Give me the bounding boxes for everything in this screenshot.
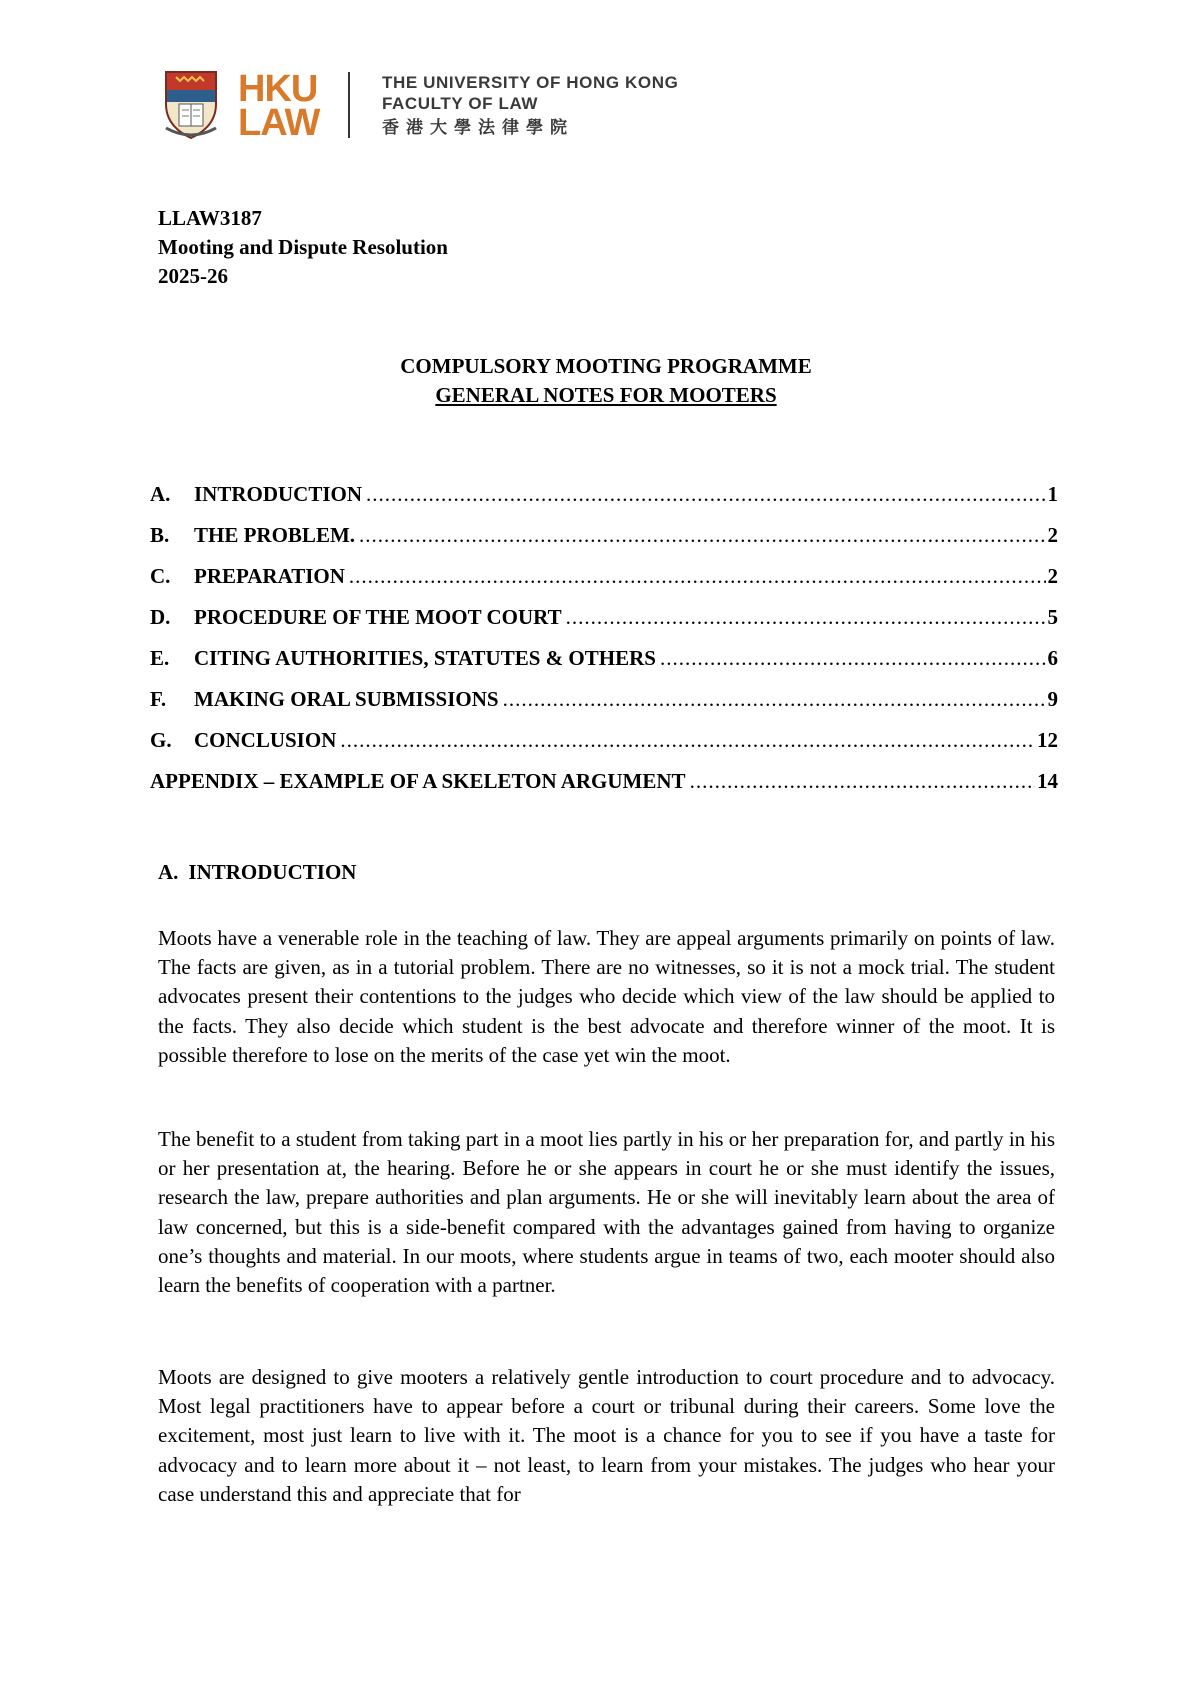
- university-lockup: [382, 72, 678, 140]
- university-crest-icon: [162, 70, 220, 140]
- toc-entry[interactable]: [150, 769, 1058, 810]
- toc-letter: A.: [150, 482, 171, 506]
- wordmark-line-2: LAW: [238, 102, 320, 144]
- toc-page-number: 9: [1047, 687, 1058, 711]
- toc-leader: [503, 687, 1046, 712]
- toc-label: THE PROBLEM.: [194, 523, 356, 547]
- toc-entry[interactable]: [150, 482, 1058, 523]
- document-subtitle: GENERAL NOTES FOR MOOTERS: [435, 383, 777, 407]
- toc-page-number: 12: [1037, 728, 1058, 752]
- toc-letter: E.: [150, 646, 170, 670]
- toc-leader: [566, 605, 1046, 630]
- toc-leader: [340, 728, 1035, 753]
- body-paragraph: The benefit to a student from taking part in a moot lies partly in his or her preparation for, and partly in his or her presentation at, the hearing. Before he or she appears in court he or she must identify the issues, research the law, prepare authorities and plan arguments. He or she will inevitably learn about the area of law concerned, but this is a side-benefit compared with the advantages gained from having to organize one’s thoughts and material. In our moots, where students argue in teams of two, each mooter should also learn the benefits of cooperation with a partner.: [158, 1127, 1055, 1298]
- course-title: Mooting and Dispute Resolution: [158, 235, 448, 259]
- toc-entry[interactable]: [150, 728, 1058, 769]
- toc-leader: [660, 646, 1046, 671]
- chinese-faculty-name: 香港大學法律學院: [382, 118, 574, 137]
- toc-label: CONCLUSION: [194, 728, 337, 752]
- toc-leader: [690, 769, 1035, 794]
- section-letter: A.: [158, 860, 179, 884]
- toc-letter: G.: [150, 728, 172, 752]
- toc-entry[interactable]: [150, 687, 1058, 728]
- toc-label: CITING AUTHORITIES, STATUTES & OTHERS: [194, 646, 656, 670]
- hku-law-wordmark: [238, 68, 320, 144]
- toc-label: APPENDIX – EXAMPLE OF A SKELETON ARGUMENT: [150, 769, 686, 793]
- body-paragraph: Moots have a venerable role in the teaching of law. They are appeal arguments primarily on points of law. The facts are given, as in a tutorial problem. There are no witnesses, so it is not a mock trial. The student advocates present their contentions to the judges who decide which view of the law should be applied to the facts. They also decide which student is the best advocate and therefore winner of the moot. It is possible therefore to lose on the merits of the case yet win the moot.: [158, 926, 1055, 1067]
- toc-leader: [349, 564, 1046, 589]
- section-title: INTRODUCTION: [188, 860, 357, 884]
- toc-page-number: 2: [1047, 564, 1058, 588]
- toc-page-number: 2: [1047, 523, 1058, 547]
- body-paragraph: Moots are designed to give mooters a relatively gentle introduction to court procedure and to advocacy. Most legal practitioners have to appear before a court or tribunal during their careers. Some love the excitement, most just learn to live with it. The moot is a chance for you to see if you have a taste for advocacy and to learn more about it – not least, to learn from your mistakes. The judges who hear your case understand this and appreciate that for: [158, 1365, 1055, 1506]
- toc-label: PROCEDURE OF THE MOOT COURT: [194, 605, 562, 629]
- toc-page-number: 6: [1047, 646, 1058, 670]
- toc-entry[interactable]: [150, 523, 1058, 564]
- toc-leader: [366, 482, 1045, 507]
- university-name: THE UNIVERSITY OF HONG KONG: [382, 73, 679, 92]
- course-code: LLAW3187: [158, 206, 262, 230]
- document-titles: [0, 352, 1200, 410]
- toc-entry[interactable]: [150, 605, 1058, 646]
- toc-entry[interactable]: [150, 564, 1058, 605]
- toc-leader: [359, 523, 1045, 548]
- course-info: [158, 204, 448, 291]
- course-year: 2025-26: [158, 264, 228, 288]
- toc-label: INTRODUCTION: [194, 482, 363, 506]
- toc-letter: B.: [150, 523, 170, 547]
- toc-page-number: 14: [1037, 769, 1058, 793]
- wordmark-line-1: HKU: [238, 68, 318, 110]
- table-of-contents: [150, 482, 1058, 810]
- faculty-name: FACULTY OF LAW: [382, 94, 539, 113]
- toc-entry[interactable]: [150, 646, 1058, 687]
- toc-page-number: 5: [1047, 605, 1058, 629]
- section-heading: [158, 860, 356, 885]
- toc-label: MAKING ORAL SUBMISSIONS: [194, 687, 499, 711]
- header-divider: [348, 72, 350, 138]
- toc-letter: D.: [150, 605, 171, 629]
- toc-letter: C.: [150, 564, 171, 588]
- toc-letter: F.: [150, 687, 167, 711]
- document-title: COMPULSORY MOOTING PROGRAMME: [400, 354, 812, 378]
- faculty-header: [162, 70, 762, 142]
- toc-page-number: 1: [1047, 482, 1058, 506]
- toc-label: PREPARATION: [194, 564, 345, 588]
